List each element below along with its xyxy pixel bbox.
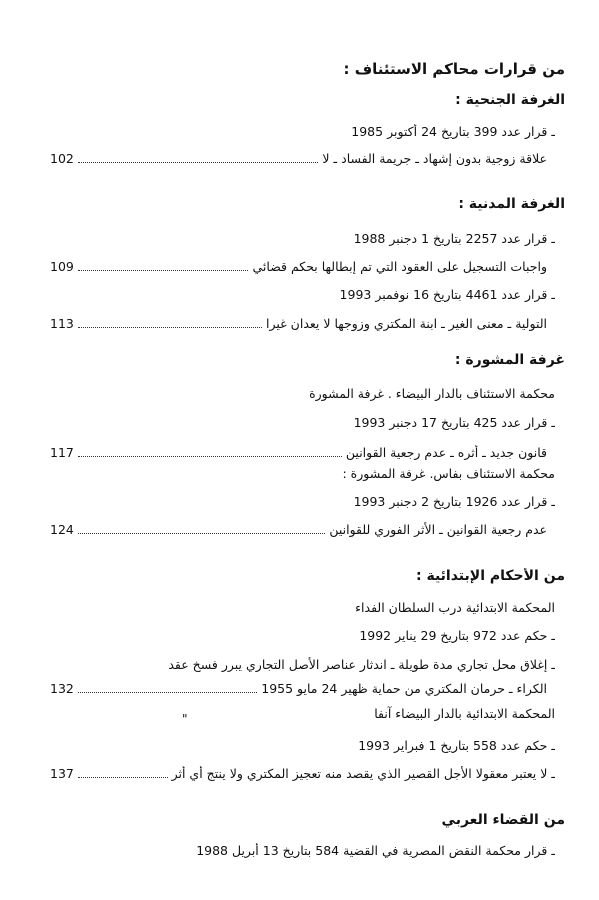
toc-entry-subject: الكراء ـ حرمان المكتري من حماية ظهير 24 مايو 1955 132 <box>50 681 547 696</box>
dot-leader <box>78 263 249 272</box>
toc-entry-decision: ـ قرار عدد 425 بتاريخ 17 دجنبر 1993 <box>353 415 555 430</box>
dot-leader <box>78 320 262 329</box>
section-title-appeals: من قرارات محاكم الاستئناف : <box>343 60 565 78</box>
toc-entry-decision: ـ قرار محكمة النقض المصرية في القضية 584 بتاريخ 13 أبريل 1988 <box>196 843 555 858</box>
toc-entry-subject: قانون جديد ـ أثره ـ عدم رجعية القوانين 117 <box>50 445 547 460</box>
toc-entry-court: المحكمة الابتدائية درب السلطان الفداء <box>355 600 555 615</box>
page-number: 117 <box>50 445 74 460</box>
toc-entry-court: محكمة الاستئناف بالدار البيضاء . غرفة المشورة <box>309 386 555 401</box>
toc-entry-decision: ـ قرار عدد 399 بتاريخ 24 أكتوبر 1985 <box>351 124 555 139</box>
page-number: 124 <box>50 522 74 537</box>
toc-entry-subject: واجبات التسجيل على العقود التي تم إبطالها بحكم قضائي 109 <box>50 259 547 274</box>
dot-leader <box>78 770 168 779</box>
toc-entry-subject: ـ إغلاق محل تجاري مدة طويلة ـ اندثار عناصر الأصل التجاري يبرر فسخ عقد <box>168 657 555 672</box>
section-title-council: غرفة المشورة : <box>454 352 565 368</box>
section-title-primary: من الأحكام الإبتدائية : <box>415 568 565 584</box>
toc-entry-decision: ـ حكم عدد 972 بتاريخ 29 يناير 1992 <box>359 628 555 643</box>
page-number: 132 <box>50 681 74 696</box>
toc-entry-decision: ـ حكم عدد 558 بتاريخ 1 فبراير 1993 <box>358 738 555 753</box>
handwritten-mark: " <box>182 712 188 726</box>
toc-entry-decision: ـ قرار عدد 1926 بتاريخ 2 دجنبر 1993 <box>353 494 555 509</box>
page-number: 137 <box>50 766 74 781</box>
toc-entry-subject: التولية ـ معنى الغير ـ ابنة المكتري وزوجها لا يعدان غيرا 113 <box>50 316 547 331</box>
section-title-civil: الغرفة المدنية : <box>458 196 565 212</box>
toc-entry-subject: عدم رجعية القوانين ـ الأثر الفوري للقوانين 124 <box>50 522 547 537</box>
toc-entry-decision: ـ قرار عدد 4461 بتاريخ 16 نوفمبر 1993 <box>339 287 555 302</box>
toc-entry-subject: علاقة زوجية بدون إشهاد ـ جريمة الفساد ـ لا 102 <box>50 151 547 166</box>
section-title-criminal: الغرفة الجنحية : <box>455 92 565 108</box>
toc-entry-court: محكمة الاستئناف بفاس. غرفة المشورة : <box>342 466 555 481</box>
page-number: 102 <box>50 151 74 166</box>
toc-entry-decision: ـ قرار عدد 2257 بتاريخ 1 دجنبر 1988 <box>353 231 555 246</box>
dot-leader <box>78 155 319 164</box>
dot-leader <box>78 685 257 694</box>
page-number: 113 <box>50 316 74 331</box>
toc-entry-subject: ـ لا يعتبر معقولا الأجل القصير الذي يقصد منه تعجيز المكتري ولا ينتج أي أثر 137 <box>50 766 555 781</box>
dot-leader <box>78 449 342 458</box>
page-number: 109 <box>50 259 74 274</box>
toc-entry-court: المحكمة الابتدائية بالدار البيضاء آنفا <box>374 706 555 721</box>
section-title-arab: من القضاء العربي <box>441 812 565 828</box>
dot-leader <box>78 526 325 535</box>
